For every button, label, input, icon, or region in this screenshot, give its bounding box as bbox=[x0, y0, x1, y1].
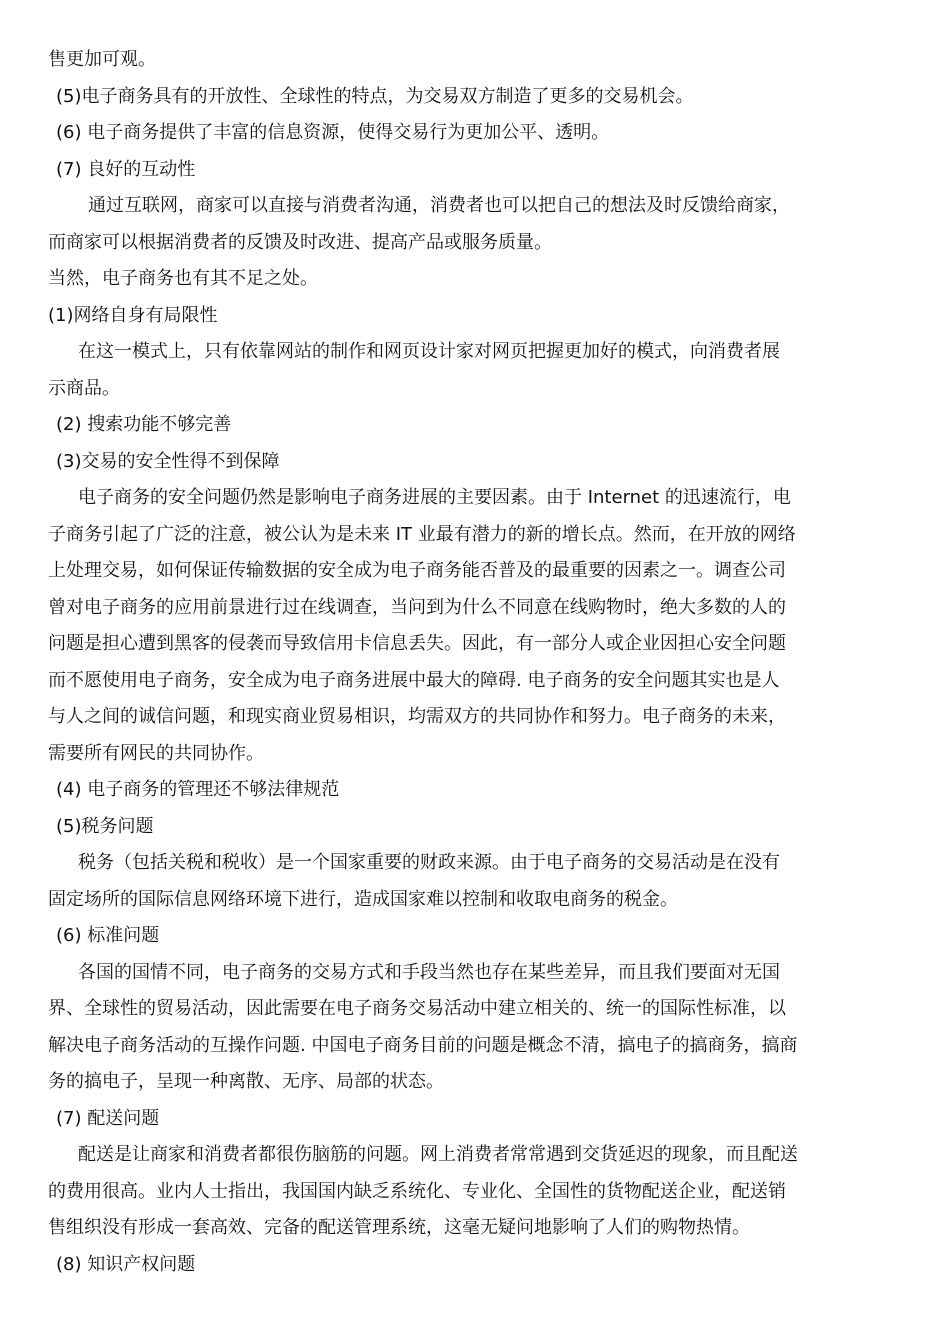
paragraph-line: 通过互联网，商家可以直接与消费者沟通，消费者也可以把自己的想法及时反馈给商家， bbox=[88, 195, 790, 216]
paragraph-line: 子商务引起了广泛的注意，被公认为是未来 IT 业最有潜力的新的增长点。然而，在开放的网络 bbox=[48, 523, 796, 545]
list-item: (5)税务问题 bbox=[56, 815, 154, 837]
list-item: (2) 搜索功能不够完善 bbox=[56, 414, 232, 435]
paragraph-line: 当然，电子商务也有其不足之处。 bbox=[48, 268, 318, 289]
paragraph-line: 解决电子商务活动的互操作问题. 中国电子商务目前的问题是概念不清，搞电子的搞商务，搞商 bbox=[48, 1034, 798, 1056]
paragraph-line: 的费用很高。业内人士指出，我国国内缺乏系统化、专业化、全国性的货物配送企业，配送销 bbox=[48, 1180, 786, 1202]
paragraph-line: 电子商务的安全问题仍然是影响电子商务进展的主要因素。由于 Internet 的迅速流行，电 bbox=[78, 487, 791, 508]
paragraph-line: 税务（包括关税和税收）是一个国家重要的财政来源。由于电子商务的交易活动是在没有 bbox=[78, 852, 780, 873]
paragraph-line: 务的搞电子，呈现一种离散、无序、局部的状态。 bbox=[48, 1071, 444, 1092]
paragraph-line: 在这一模式上，只有依靠网站的制作和网页设计家对网页把握更加好的模式，向消费者展 bbox=[78, 341, 780, 362]
paragraph-line: 配送是让商家和消费者都很伤脑筋的问题。网上消费者常常遇到交货延迟的现象，而且配送 bbox=[78, 1144, 798, 1165]
paragraph-line: 各国的国情不同，电子商务的交易方式和手段当然也存在某些差异，而且我们要面对无国 bbox=[78, 961, 780, 983]
paragraph-line: 示商品。 bbox=[48, 377, 120, 399]
list-item: (6) 标准问题 bbox=[56, 925, 160, 946]
paragraph-line: 需要所有网民的共同协作。 bbox=[48, 742, 264, 764]
paragraph-line: 而商家可以根据消费者的反馈及时改进、提高产品或服务质量。 bbox=[48, 231, 552, 253]
list-item: (4) 电子商务的管理还不够法律规范 bbox=[56, 779, 340, 800]
paragraph-continuation: 售更加可观。 bbox=[48, 49, 156, 70]
list-item: (1)网络自身有局限性 bbox=[48, 304, 218, 326]
paragraph-line: 问题是担心遭到黑客的侵袭而导致信用卡信息丢失。因此，有一部分人或企业因担心安全问题 bbox=[48, 633, 786, 654]
list-item: (7) 配送问题 bbox=[56, 1107, 160, 1129]
paragraph-line: 上处理交易，如何保证传输数据的安全成为电子商务能否普及的最重要的因素之一。调查公司 bbox=[48, 560, 786, 581]
document-body bbox=[48, 42, 903, 1283]
list-item: (7) 良好的互动性 bbox=[56, 158, 196, 180]
list-item: (5)电子商务具有的开放性、全球性的特点，为交易双方制造了更多的交易机会。 bbox=[56, 85, 694, 107]
paragraph-line: 界、全球性的贸易活动，因此需要在电子商务交易活动中建立相关的、统一的国际性标准，以 bbox=[48, 998, 786, 1019]
paragraph-line: 售组织没有形成一套高效、完备的配送管理系统，这毫无疑问地影响了人们的购物热情。 bbox=[48, 1217, 750, 1238]
paragraph-line: 而不愿使用电子商务，安全成为电子商务进展中最大的障碍. 电子商务的安全问题其实也是人 bbox=[48, 669, 780, 691]
paragraph-line: 固定场所的国际信息网络环境下进行，造成国家难以控制和收取电商务的税金。 bbox=[48, 888, 678, 910]
list-item: (6) 电子商务提供了丰富的信息资源，使得交易行为更加公平、透明。 bbox=[56, 122, 610, 143]
list-item: (3)交易的安全性得不到保障 bbox=[56, 450, 280, 472]
list-item: (8) 知识产权问题 bbox=[56, 1253, 196, 1275]
paragraph-line: 与人之间的诚信问题，和现实商业贸易相识，均需双方的共同协作和努力。电子商务的未来， bbox=[48, 706, 786, 727]
paragraph-line: 曾对电子商务的应用前景进行过在线调查，当问到为什么不同意在线购物时，绝大多数的人的 bbox=[48, 596, 786, 618]
